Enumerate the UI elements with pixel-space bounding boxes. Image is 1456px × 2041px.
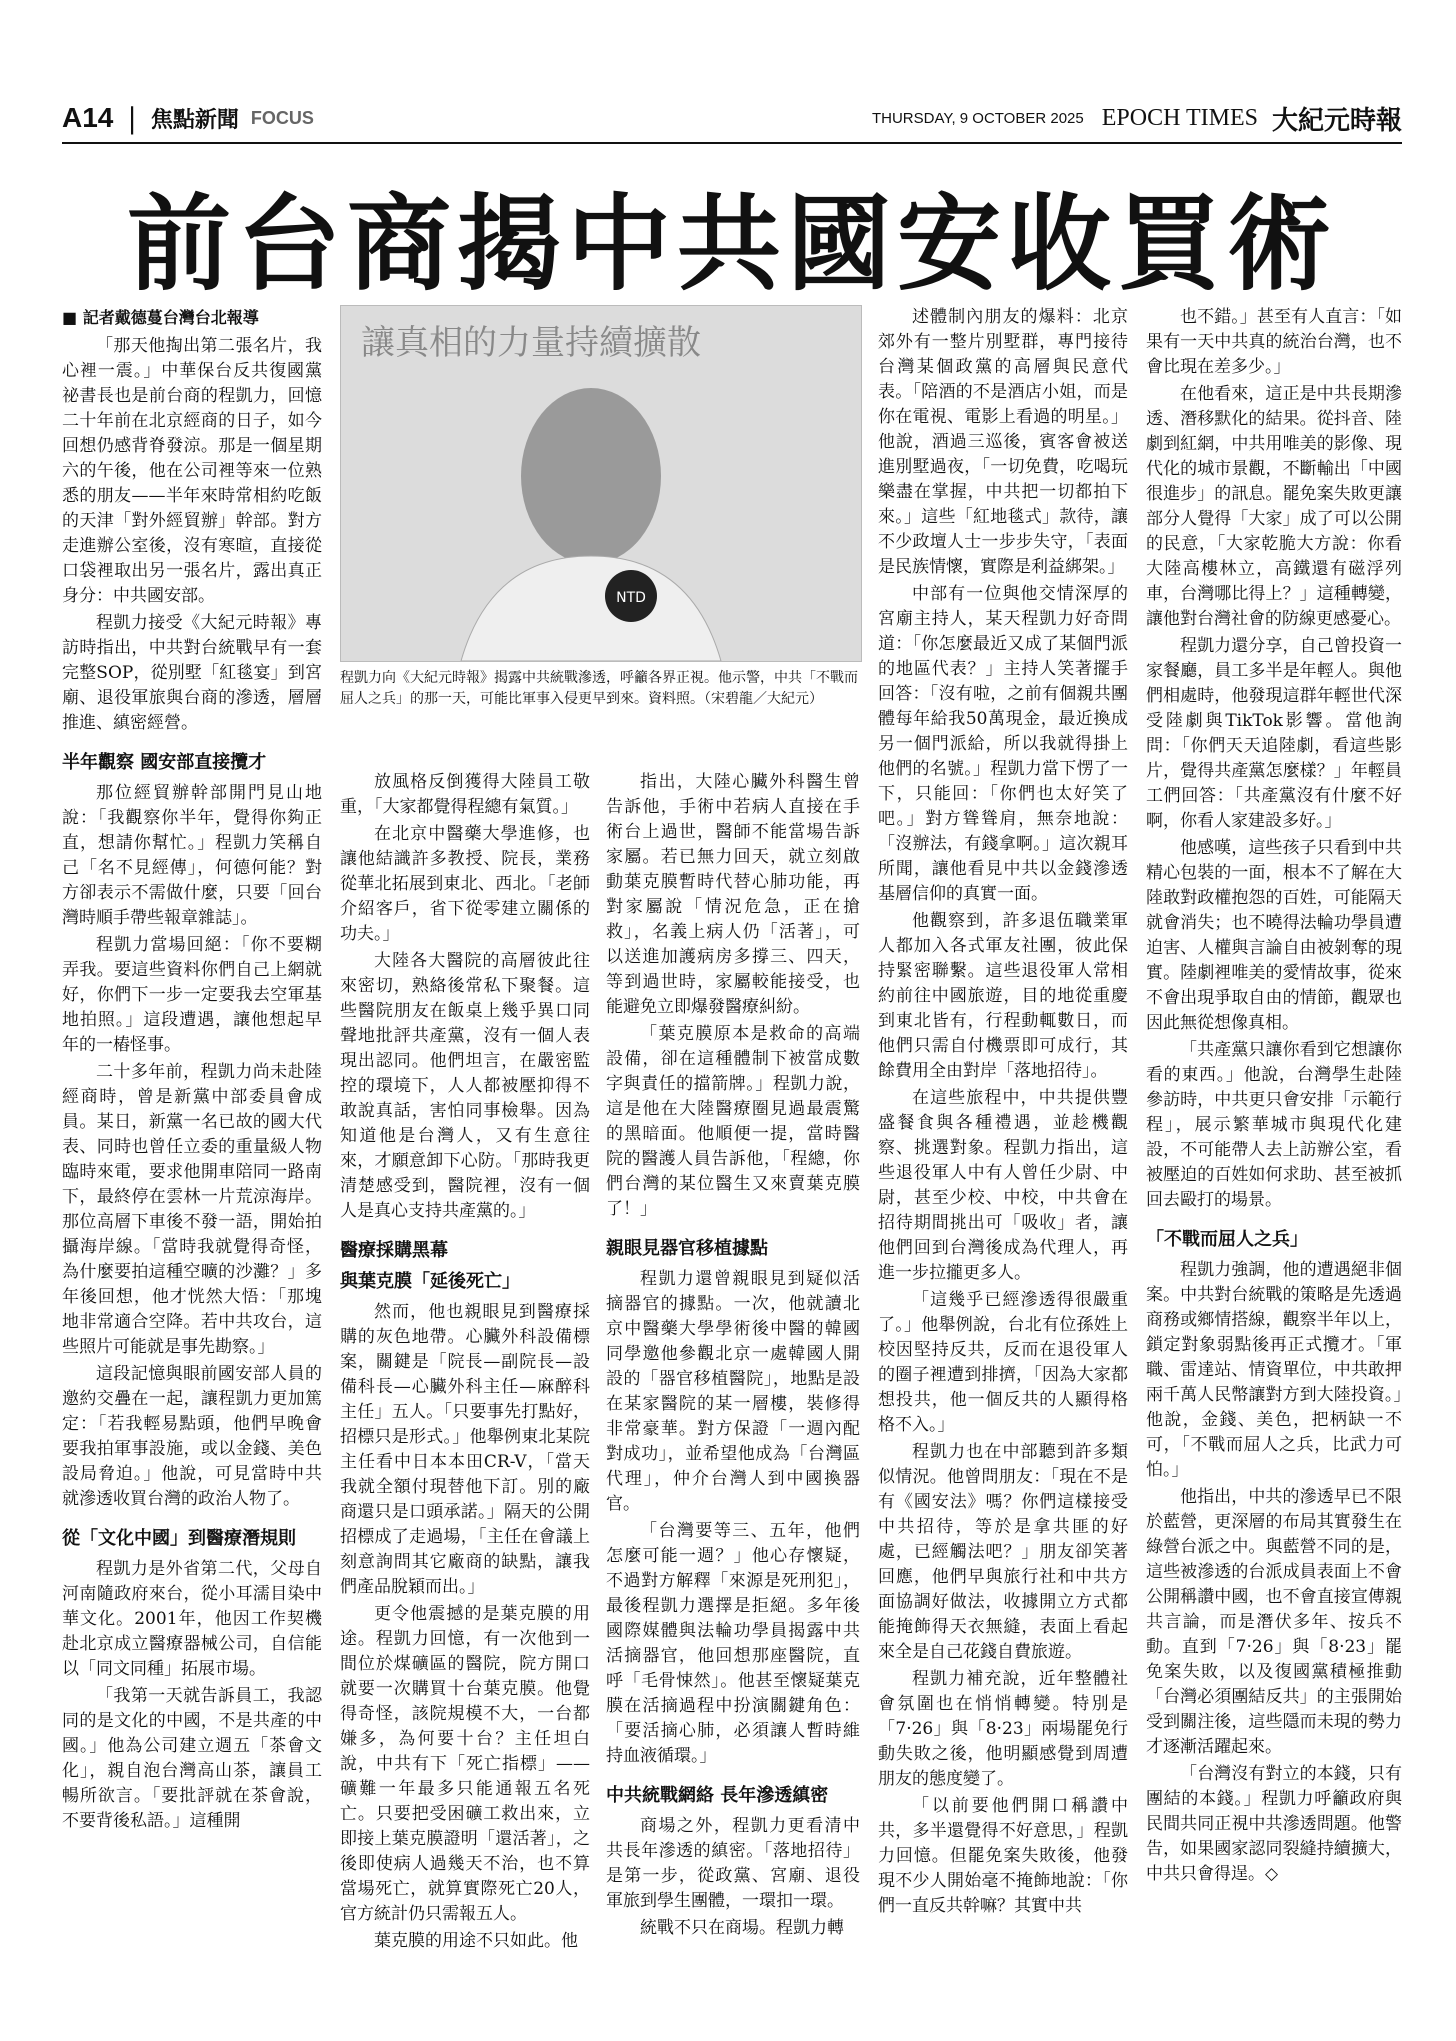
paragraph: 然而，他也親眼見到醫療採購的灰色地帶。心臟外科設備標案，關鍵是「院長—副院長—設備科長—心臟外科主任—麻醉科主任」五人。「只要事先打點好，招標只是形式。」他舉例東北某院主任看中日本本田CR-V，「當天我就全額付現替他下訂。別的廠商還只是口頭承諾。」隔天的公開招標成了走過場，「主任在會議上刻意詢問其它廠商的缺點，讓我們產品脫穎而出。」 bbox=[340, 1302, 590, 1597]
section-name: 焦點新聞 bbox=[150, 107, 239, 133]
paragraph: 「那天他掏出第二張名片，我心裡一震。」中華保台反共復國黨祕書長也是前台商的程凱力，回憶二十年前在北京經商的日子，如今回想仍感背脊發涼。那是一個星期六的午後，他在公司裡等來一位熟悉的朋友——半年來時常相約吃飯的天津「對外經貿辦」幹部。對方走進辦公室後，沒有寒暄，直接從口袋裡取出另一張名片，露出真正身分：中共國安部。 bbox=[62, 336, 322, 606]
column-5 bbox=[1146, 305, 1402, 1889]
paragraph: 「台灣沒有對立的本錢，只有團結的本錢。」程凱力呼籲政府與民間共同正視中共滲透問題。他警告，如果國家認同裂縫持續擴大，中共只會得逞。◇ bbox=[1146, 1764, 1402, 1884]
paragraph: 「共產黨只讓你看到它想讓你看的東西。」他說，台灣學生赴陸參訪時，中共更只會安排「示範行程」，展示繁華城市與現代化建設，不可能帶人去上訪辦公室，看被壓迫的百姓如何求助、甚至被抓回去毆打的場景。 bbox=[1146, 1040, 1402, 1210]
page-number: A14 bbox=[62, 102, 114, 133]
paragraph: 也不錯。」甚至有人直言：「如果有一天中共真的統治台灣，也不會比現在差多少。」 bbox=[1146, 307, 1402, 377]
photo-caption: 程凱力向《大紀元時報》揭露中共統戰滲透，呼籲各界正視。他示警，中共「不戰而屈人之兵」的那一天，可能比軍事入侵更早到來。資料照。（宋碧龍／大紀元） bbox=[340, 670, 858, 707]
paragraph: 中部有一位與他交情深厚的宮廟主持人，某天程凱力好奇問道：「你怎麼最近又成了某個門派的地區代表？」主持人笑著擺手回答：「沒有啦，之前有個親共團體每年給我50萬現金，最近換成另一個門派給，所以我就得掛上他們的名號。」程凱力當下愣了一下，只能回：「你們也太好笑了吧。」對方聳聳肩，無奈地說：「沒辦法，有錢拿啊。」這次親耳所聞，讓他看見中共以金錢滲透基層信仰的真實一面。 bbox=[878, 584, 1128, 904]
paper-logo: 大紀元時報 bbox=[1271, 105, 1402, 136]
paragraph: 這段記憶與眼前國安部人員的邀約交疊在一起，讓程凱力更加篤定：「若我輕易點頭，他們早晚會要我拍軍事設施，或以金錢、美色設局脅迫。」他說，可見當時中共就滲透收買台灣的政治人物了。 bbox=[62, 1364, 322, 1509]
paragraph: 程凱力還曾親眼見到疑似活摘器官的據點。一次，他就讀北京中醫藥大學學術後中醫的韓國同學邀他參觀北京一處韓國人開設的「器官移植醫院」，地點是設在某家醫院的某一層樓，裝修得非常豪華。對方保證「一週內配對成功」，並希望他成為「台灣區代理」，仲介台灣人到中國換器官。 bbox=[606, 1269, 860, 1514]
subheading: 中共統戰網絡 長年滲透縝密 bbox=[606, 1785, 829, 1806]
page-header bbox=[62, 96, 1402, 140]
paragraph: 商場之外，程凱力更看清中共長年滲透的縝密。「落地招待」是第一步，從政黨、宮廟、退役軍旅到學生團體，一環扣一環。 bbox=[606, 1816, 860, 1911]
subheading: 半年觀察 國安部直接攬才 bbox=[62, 752, 267, 773]
paragraph: 程凱力強調，他的遭遇絕非個案。中共對台統戰的策略是先透過商務或鄉情搭線，觀察半年以上，鎖定對象弱點後再正式攬才。「軍職、雷達站、情資單位，中共敢押兩千萬人民幣讓對方到大陸投資。」他說，金錢、美色，把柄缺一不可，「不戰而屈人之兵，比武力可怕。」 bbox=[1146, 1260, 1402, 1480]
paragraph: 「這幾乎已經滲透得很嚴重了。」他舉例說，台北有位孫姓上校因堅持反共，反而在退役軍人的圈子裡遭到排擠，「因為大家都想投共，他一個反共的人顯得格格不入。」 bbox=[878, 1290, 1128, 1435]
paragraph: 程凱力也在中部聽到許多類似情況。他曾問朋友：「現在不是有《國安法》嗎？你們這樣接受中共招待，等於是拿共匪的好處，已經觸法吧？」朋友卻笑著回應，他們早與旅行社和中共方面協調好做法，收據開立方式都能掩飾得天衣無縫，表面上看起來全是自己花錢自費旅遊。 bbox=[878, 1442, 1128, 1662]
paragraph: 放風格反倒獲得大陸員工敬重，「大家都覺得程總有氣質。」 bbox=[340, 772, 590, 817]
section-name-en: FOCUS bbox=[250, 107, 314, 128]
paragraph: 那位經貿辦幹部開門見山地說：「我觀察你半年，覺得你夠正直，想請你幫忙。」程凱力笑稱自己「名不見經傳」，何德何能？對方卻表示不需做什麼，只要「回台灣時順手帶些報章雜誌」。 bbox=[62, 783, 322, 928]
header-separator: | bbox=[127, 101, 137, 135]
paragraph: 大陸各大醫院的高層彼此往來密切，熟絡後常私下聚餐。這些醫院朋友在飯桌上幾乎異口同聲地批評共產黨，沒有一個人表現出認同。他們坦言，在嚴密監控的環境下，人人都被壓抑得不敢說真話，害怕同事檢舉。因為知道他是台灣人，又有生意往來，才願意卸下心防。「那時我更清楚感受到，醫院裡，沒有一個人是真心支持共產黨的。」 bbox=[340, 951, 590, 1221]
paragraph: 「台灣要等三、五年，他們怎麼可能一週？」他心存懷疑，不過對方解釋「來源是死刑犯」，最後程凱力選擇是拒絕。多年後國際媒體與法輪功學員揭露中共活摘器官，他回想那座醫院，直呼「毛骨悚然」。他甚至懷疑葉克膜在活摘過程中扮演關鍵角色：「要活摘心肺，必須讓人暫時維持血液循環。」 bbox=[606, 1521, 860, 1766]
paragraph: 指出，大陸心臟外科醫生曾告訴他，手術中若病人直接在手術台上過世，醫師不能當場告訴家屬。若已無力回天，就立刻啟動葉克膜暫時代替心肺功能，再對家屬說「情況危急，正在搶救」，名義上病人仍「活著」，可以送進加護病房多撐三、四天，等到過世時，家屬較能接受，也能避免立即爆發醫療糾紛。 bbox=[606, 772, 860, 1017]
paragraph: 他觀察到，許多退伍職業軍人都加入各式軍友社團，彼此保持緊密聯繫。這些退役軍人常相約前往中國旅遊，目的地從重慶到東北皆有，行程動輒數日，而他們只需自付機票即可成行，其餘費用全由對岸「落地招待」。 bbox=[878, 911, 1128, 1081]
portrait-illustration bbox=[341, 306, 861, 661]
byline: ■ 記者戴德蔓台灣台北報導 bbox=[62, 308, 259, 327]
paragraph: 他感嘆，這些孩子只看到中共精心包裝的一面，根本不了解在大陸敢對政權抱怨的百姓，可能隔天就會消失；也不曉得法輪功學員遭迫害、人權與言論自由被剝奪的現實。陸劇裡唯美的愛情故事，從來不會出現爭取自由的情節，觀眾也因此無從想像真相。 bbox=[1146, 838, 1402, 1033]
paragraph: 「我第一天就告訴員工，我認同的是文化的中國，不是共產的中國。」他為公司建立週五「茶會文化」，親自泡台灣高山茶，讓員工暢所欲言。「要批評就在茶會說，不要背後私語。」這種開 bbox=[62, 1686, 322, 1831]
column-4 bbox=[878, 305, 1128, 1921]
paragraph: 在這些旅程中，中共提供豐盛餐食與各種禮遇，並趁機觀察、挑選對象。程凱力指出，這些退役軍人中有人曾任少尉、中尉，甚至少校、中校，中共會在招待期間挑出可「吸收」者，讓他們回到台灣後成為代理人，再進一步拉攏更多人。 bbox=[878, 1088, 1128, 1283]
headline: 前台商揭中共國安收買術 bbox=[126, 182, 1337, 305]
banner-text: 讓真相的力量持續擴散 bbox=[361, 323, 701, 363]
paragraph: 程凱力還分享，自己曾投資一家餐廳，員工多半是年輕人。與他們相處時，他發現這群年輕世代深受陸劇與TikTok影響。當他詢問：「你們天天追陸劇，看這些影片，覺得共產黨怎麼樣？」年輕員工們回答：「共產黨沒有什麼不好啊，你看人家建設多好。」 bbox=[1146, 636, 1402, 831]
paragraph: 述體制內朋友的爆料：北京郊外有一整片別墅群，專門接待台灣某個政黨的高層與民意代表。「陪酒的不是酒店小姐，而是你在電視、電影上看過的明星。」他說，酒過三巡後，賓客會被送進別墅過夜，「一切免費，吃喝玩樂盡在掌握，中共把一切都拍下來。」這些「紅地毯式」款待，讓不少政壇人士一步步失守，「表面是民族情懷，實際是利益綁架。」 bbox=[878, 307, 1128, 577]
paragraph: 葉克膜的用途不只如此。他 bbox=[374, 1931, 578, 1951]
paragraph: 統戰不只在商場。程凱力轉 bbox=[640, 1918, 844, 1938]
paper-name-en: EPOCH TIMES bbox=[1101, 104, 1258, 131]
issue-date: THURSDAY, 9 OCTOBER 2025 bbox=[871, 109, 1084, 127]
article-photo bbox=[340, 305, 862, 662]
paragraph: 更令他震撼的是葉克膜的用途。程凱力回憶，有一次他到一間位於煤礦區的醫院，院方開口就要一次購買十台葉克膜。他覺得奇怪，該院規模不大，一台都嫌多，為何要十台？主任坦白說，中共有下「死亡指標」——礦難一年最多只能通報五名死亡。只要把受困礦工救出來，立即接上葉克膜證明「還活著」，之後即使病人過幾天不治，也不算當場死亡，就算實際死亡20人，官方統計仍只需報五人。 bbox=[340, 1604, 590, 1924]
column-2 bbox=[340, 770, 590, 1956]
paragraph: 他指出，中共的滲透早已不限於藍營，更深層的布局其實發生在綠營台派之中。與藍營不同的是，這些被滲透的台派成員表面上不會公開稱讚中國，也不會直接宣傳親共言論，而是潛伏多年、按兵不動。直到「7·26」與「8·23」罷免案失敗，以及復國黨積極推動「台灣必須團結反共」的主張開始受到關注後，這些隱而未現的勢力才逐漸活躍起來。 bbox=[1146, 1487, 1402, 1757]
subheading: 親眼見器官移植據點 bbox=[606, 1238, 768, 1259]
mic-label: NTD bbox=[616, 590, 646, 606]
subheading: 「不戰而屈人之兵」 bbox=[1146, 1229, 1308, 1250]
header-rule bbox=[62, 142, 1402, 144]
paragraph: 程凱力當場回絕：「你不要糊弄我。要這些資料你們自己上網就好，你們下一步一定要我去空軍基地拍照。」這段遭遇，讓他想起早年的一樁怪事。 bbox=[62, 935, 322, 1055]
subheading: 與葉克膜「延後死亡」 bbox=[340, 1271, 520, 1292]
column-3 bbox=[606, 770, 860, 1943]
paragraph: 程凱力補充說，近年整體社會氛圍也在悄悄轉變。特別是「7·26」與「8·23」兩場罷免行動失敗之後，他明顯感覺到周遭朋友的態度變了。 bbox=[878, 1669, 1128, 1789]
paragraph: 二十多年前，程凱力尚未赴陸經商時，曾是新黨中部委員會成員。某日，新黨一名已故的國大代表、同時也曾任立委的重量級人物臨時來電，要求他開車陪同一路南下，最終停在雲林一片荒涼海岸。那位高層下車後不發一語，開始拍攝海岸線。「當時我就覺得奇怪，為什麼要拍這種空曠的沙灘？」多年後回想，他才恍然大悟：「那塊地非常適合空降。若中共攻台，這些照片可能就是事先勘察。」 bbox=[62, 1062, 322, 1357]
paragraph: 程凱力接受《大紀元時報》專訪時指出，中共對台統戰早有一套完整SOP，從別墅「紅毯宴」到宮廟、退役軍旅與台商的滲透，層層推進、縝密經營。 bbox=[62, 613, 322, 733]
subheading: 從「文化中國」到醫療潛規則 bbox=[62, 1528, 296, 1549]
paragraph: 「葉克膜原本是救命的高端設備，卻在這種體制下被當成數字與責任的擋箭牌。」程凱力說，這是他在大陸醫療圈見過最震驚的黑暗面。他順便一提，當時醫院的醫護人員告訴他，「程總，你們台灣的某位醫生又來賣葉克膜了！」 bbox=[606, 1024, 860, 1219]
subheading: 醫療採購黑幕 bbox=[340, 1240, 448, 1261]
paragraph: 在他看來，這正是中共長期滲透、潛移默化的結果。從抖音、陸劇到紅網，中共用唯美的影像、現代化的城市景觀，不斷輸出「中國很進步」的訊息。罷免案失敗更讓部分人覺得「大家」成了可以公開的民意，「大家乾脆大方說：你看大陸高樓林立，高鐵還有磁浮列車，台灣哪比得上？」這種轉變，讓他對台灣社會的防線更感憂心。 bbox=[1146, 384, 1402, 629]
paragraph: 在北京中醫藥大學進修，也讓他結識許多教授、院長，業務從華北拓展到東北、西北。「老師介紹客戶，省下從零建立關係的功夫。」 bbox=[340, 824, 590, 944]
paragraph: 程凱力是外省第二代，父母自河南隨政府來台，從小耳濡目染中華文化。2001年，他因工作契機赴北京成立醫療器械公司，自信能以「同文同種」拓展市場。 bbox=[62, 1559, 322, 1679]
paragraph: 「以前要他們開口稱讚中共，多半還覺得不好意思，」程凱力回憶。但罷免案失敗後，他發現不少人開始毫不掩飾地說：「你們一直反共幹嘛？其實中共 bbox=[878, 1796, 1128, 1916]
column-1 bbox=[62, 305, 322, 1836]
